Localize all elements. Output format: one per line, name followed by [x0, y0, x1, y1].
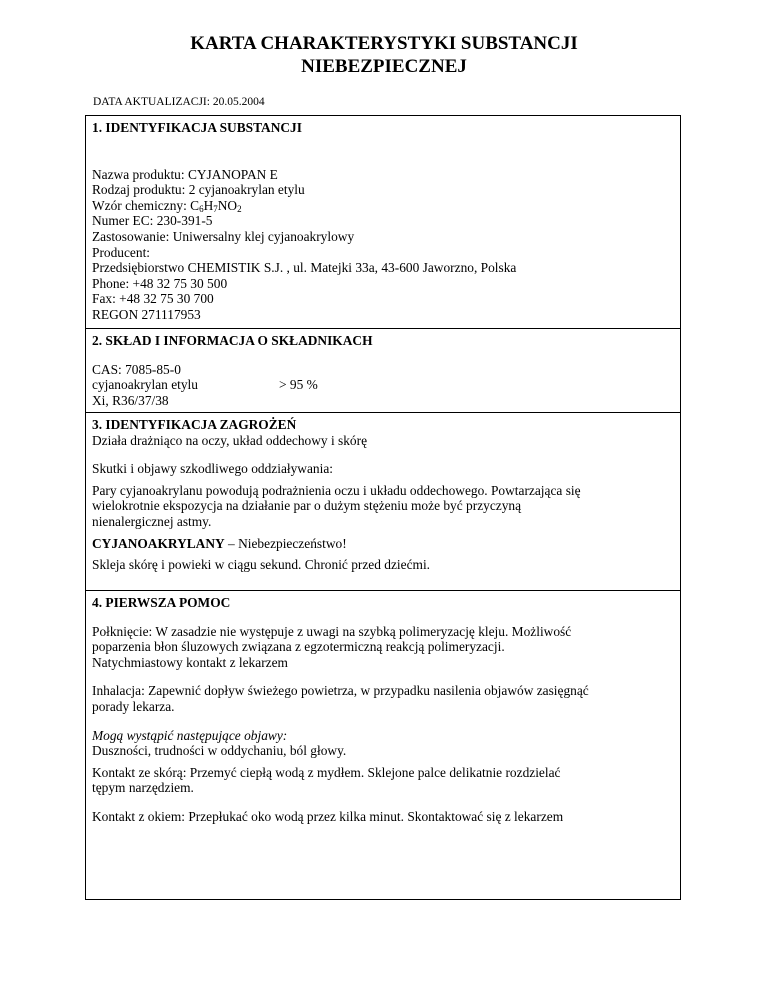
- vapors-text-3: nienalergicznej astmy.: [92, 513, 212, 529]
- inhalation-text-2: porady lekarza.: [92, 698, 175, 714]
- skin-contact-1: Kontakt ze skórą: Przemyć ciepłą wodą z mydłem. Sklejone palce delikatnie rozdzielać: [92, 764, 561, 780]
- product-name: Nazwa produktu: CYJANOPAN E: [92, 166, 278, 182]
- chemical-formula: Wzór chemiczny: $C_6H_7NO_2$: [92, 197, 242, 214]
- vapors-text-2: wielokrotnie ekspozycja na działanie par o dużym stężeniu może być przyczyną: [92, 498, 522, 514]
- title-line-1: KARTA CHARAKTERYSTYKI SUBSTANCJI: [190, 33, 578, 54]
- document-title: [0, 32, 768, 78]
- swallow-text-3: Natychmiastowy kontakt z lekarzem: [92, 654, 288, 670]
- sheet-table: [85, 115, 681, 900]
- section-4-heading: 4. PIERWSZA POMOC: [92, 595, 231, 610]
- inhalation-text-1: Inhalacja: Zapewnić dopływ świeżego powietrza, w przypadku nasilenia objawów zasięgnąć: [92, 683, 589, 699]
- component-percent: > 95 %: [279, 377, 318, 393]
- section-first-aid: [86, 590, 680, 899]
- producer-label: Producent:: [92, 244, 151, 260]
- product-type: Rodzaj produktu: 2 cyjanoakrylan etylu: [92, 182, 305, 198]
- section-hazards: [86, 412, 680, 590]
- section-1-heading: 1. IDENTYFIKACJA SUBSTANCJI: [92, 120, 302, 135]
- swallow-text-2: poparzenia błon śluzowych związana z egzotermiczną reakcją polimeryzacji.: [92, 639, 505, 655]
- usage: Zastosowanie: Uniwersalny klej cyjanoakrylowy: [92, 228, 355, 244]
- glue-warning: Skleja skórę i powieki w ciągu sekund. Chronić przed dziećmi.: [92, 557, 431, 573]
- component-name: cyjanoakrylan etylu: [92, 377, 198, 393]
- classification: Xi, R36/37/38: [92, 392, 169, 408]
- cas-number: CAS: 7085-85-0: [92, 361, 181, 377]
- title-line-2: NIEBEZPIECZNEJ: [301, 56, 467, 77]
- regon: REGON 271117953: [92, 306, 201, 322]
- component-row: [92, 377, 674, 393]
- update-date: DATA AKTUALIZACJI: 20.05.2004: [93, 96, 265, 108]
- section-2-heading: 2. SKŁAD I INFORMACJA O SKŁADNIKACH: [92, 333, 373, 348]
- symptoms-label: Mogą wystąpić następujące objawy:: [92, 727, 288, 743]
- section-composition: [86, 328, 680, 412]
- vapors-text-1: Pary cyjanoakrylanu powodują podrażnienia oczu i układu oddechowego. Powtarzająca się: [92, 482, 581, 498]
- symptoms-text: Duszności, trudności w oddychaniu, ból głowy.: [92, 743, 347, 759]
- swallow-text-1: Połknięcie: W zasadzie nie występuje z uwagi na szybką polimeryzację kleju. Możliwość: [92, 623, 572, 639]
- phone: Phone: +48 32 75 30 500: [92, 275, 228, 291]
- danger-warning: CYJANOAKRYLANY – Niebezpieczeństwo!: [92, 535, 347, 551]
- fax: Fax: +48 32 75 30 700: [92, 291, 214, 307]
- irritant-note: Działa drażniąco na oczy, układ oddechowy i skórę: [92, 432, 368, 448]
- producer-address: Przedsiębiorstwo CHEMISTIK S.J. , ul. Matejki 33a, 43-600 Jaworzno, Polska: [92, 260, 517, 276]
- skin-contact-2: tępym narzędziem.: [92, 780, 194, 796]
- section-identification: [86, 116, 680, 328]
- effects-label: Skutki i objawy szkodliwego oddziaływania:: [92, 461, 333, 477]
- section-3-heading: 3. IDENTYFIKACJA ZAGROŻEŃ: [92, 417, 297, 432]
- ec-number: Numer EC: 230-391-5: [92, 213, 213, 229]
- eye-contact: Kontakt z okiem: Przepłukać oko wodą przez kilka minut. Skontaktować się z lekarzem: [92, 808, 564, 824]
